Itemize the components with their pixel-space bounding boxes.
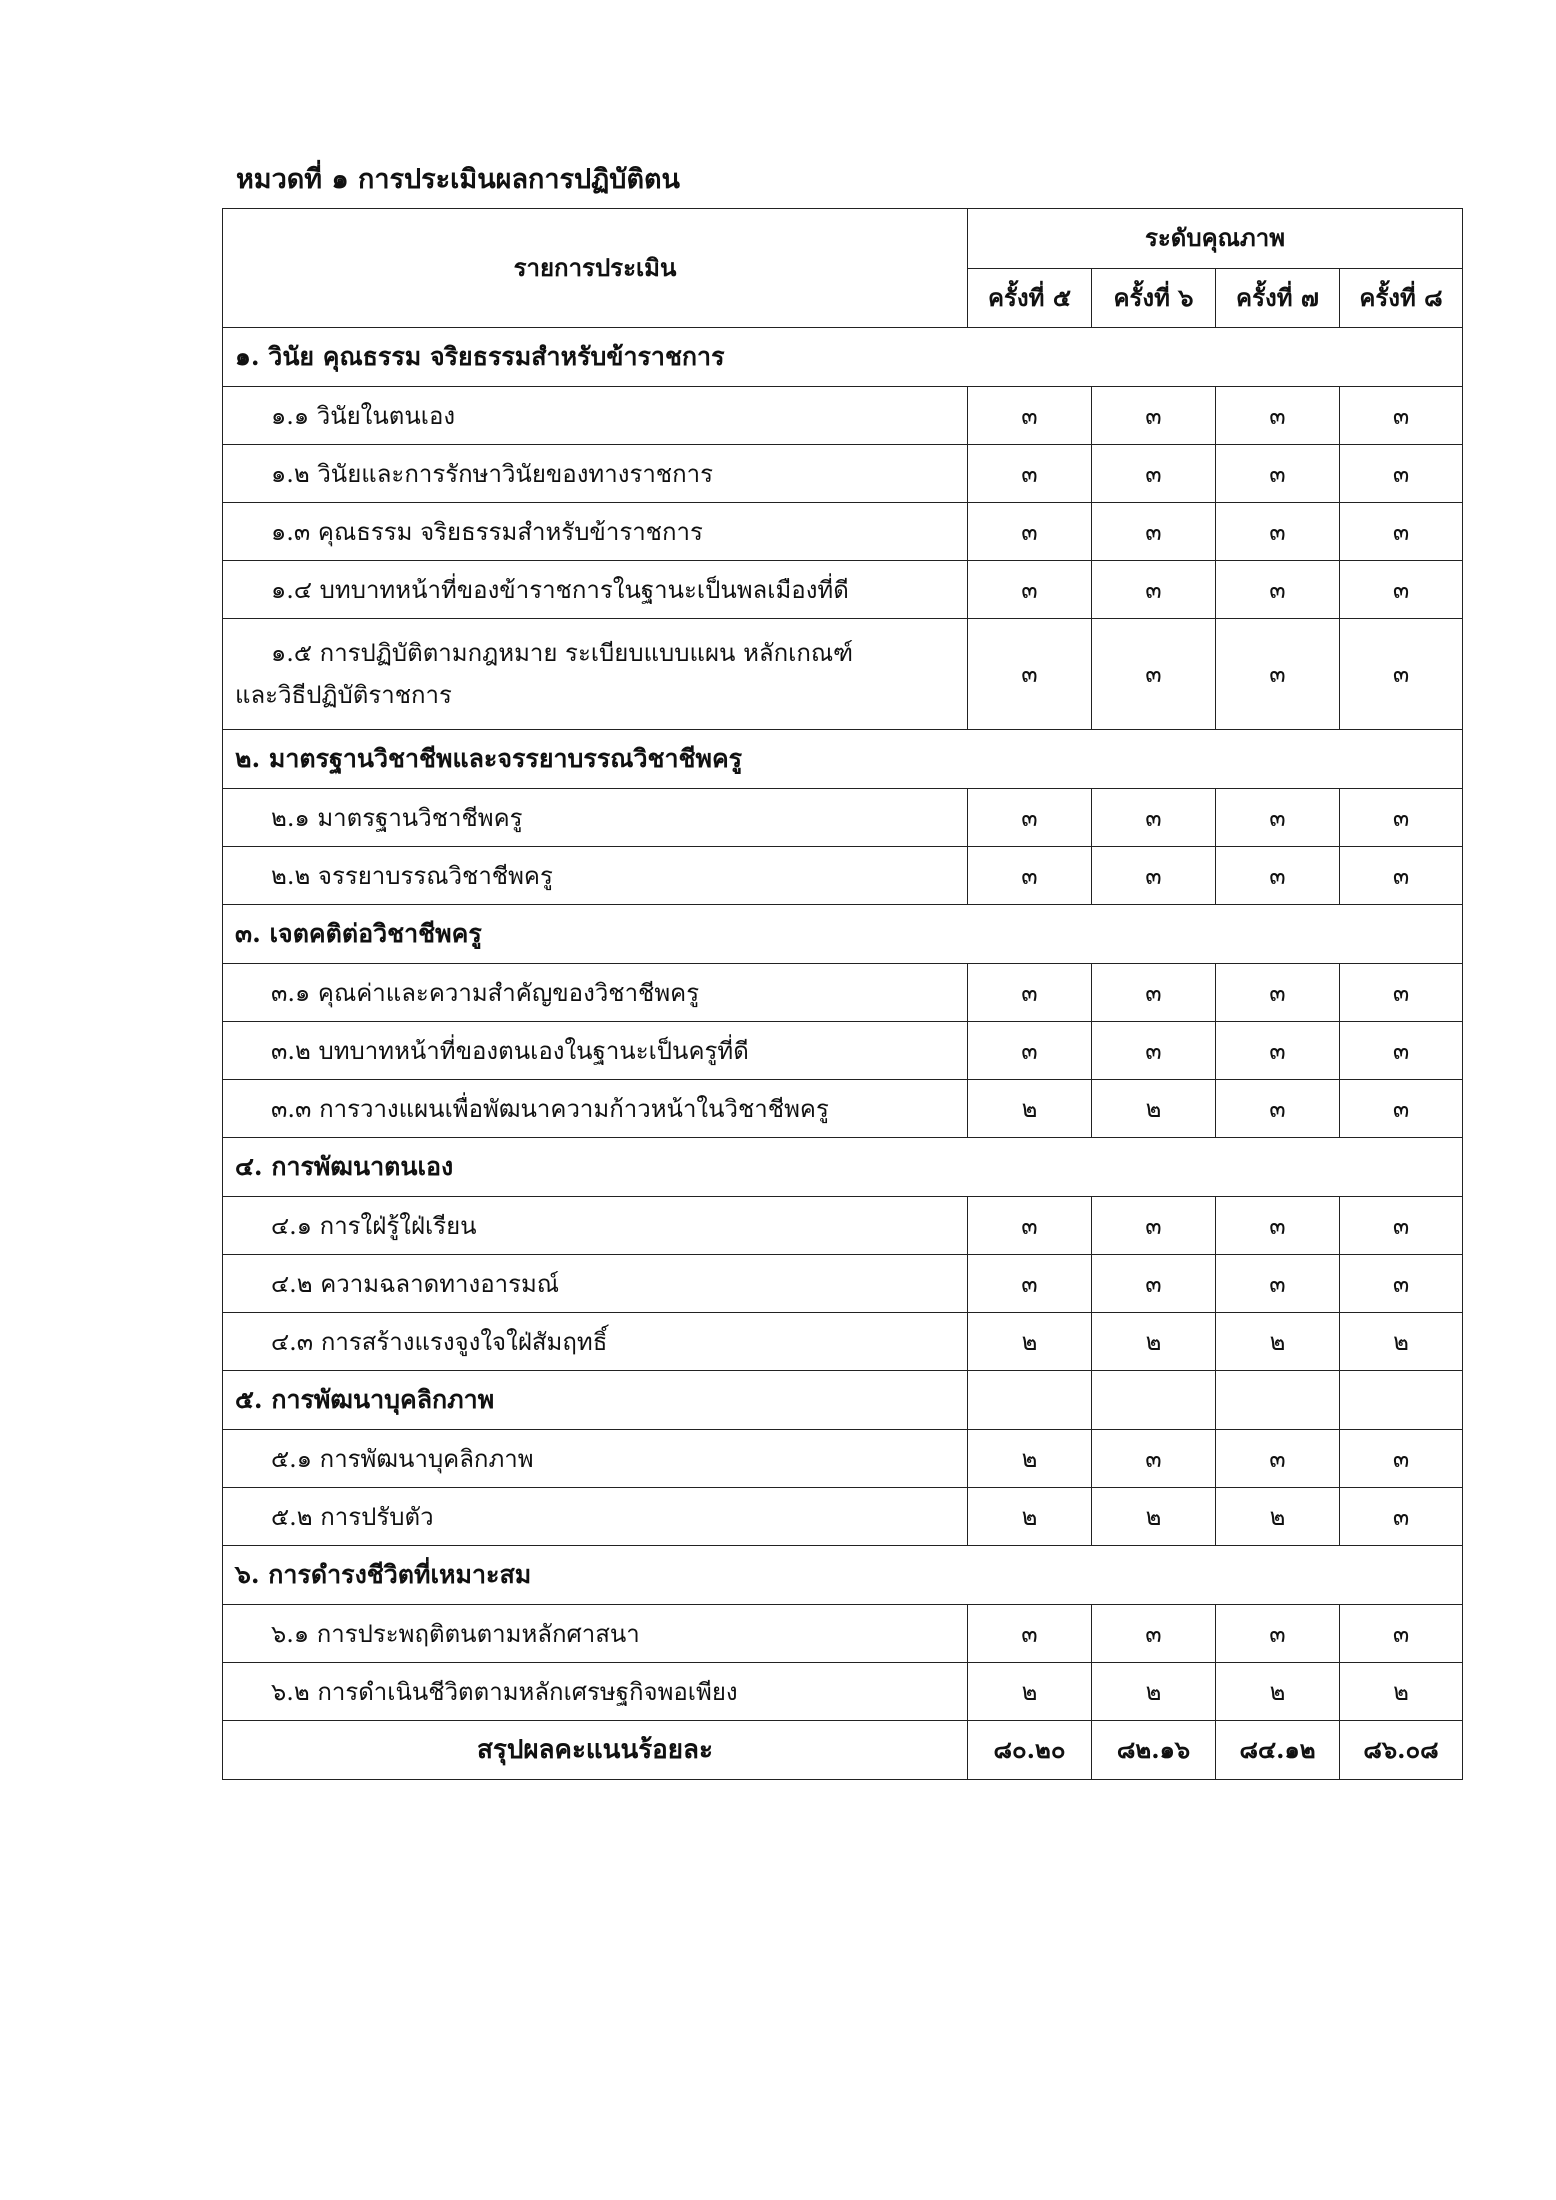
- score-cell: ๒: [968, 1313, 1092, 1371]
- score-cell: ๓: [1216, 1255, 1340, 1313]
- item-label: ๑.๓ คุณธรรม จริยธรรมสำหรับข้าราชการ: [223, 503, 968, 561]
- score-cell: ๓: [1340, 1255, 1463, 1313]
- score-cell: ๒: [968, 1488, 1092, 1546]
- score-cell: ๓: [1092, 1430, 1216, 1488]
- score-cell: ๓: [968, 789, 1092, 847]
- item-label: ๑.๔ บทบาทหน้าที่ของข้าราชการในฐานะเป็นพลเมืองที่ดี: [223, 561, 968, 619]
- score-cell: ๓: [1340, 1022, 1463, 1080]
- score-cell: ๓: [1092, 561, 1216, 619]
- score-cell: ๒: [1092, 1313, 1216, 1371]
- empty-cell: [968, 1371, 1092, 1430]
- item-label: ๒.๒ จรรยาบรรณวิชาชีพครู: [223, 847, 968, 905]
- table-row: [223, 1022, 1463, 1080]
- item-label: ๔.๑ การใฝ่รู้ใฝ่เรียน: [223, 1197, 968, 1255]
- item-label: ๔.๓ การสร้างแรงจูงใจใฝ่สัมฤทธิ์: [223, 1313, 968, 1371]
- score-cell: ๓: [968, 619, 1092, 730]
- score-cell: ๓: [968, 561, 1092, 619]
- table-row: [223, 964, 1463, 1022]
- score-cell: ๓: [1216, 619, 1340, 730]
- item-label: ๓.๒ บทบาทหน้าที่ของตนเองในฐานะเป็นครูที่ดี: [223, 1022, 968, 1080]
- score-cell: ๒: [968, 1663, 1092, 1721]
- score-cell: ๓: [1216, 847, 1340, 905]
- score-cell: ๓: [968, 1022, 1092, 1080]
- score-cell: ๓: [1340, 561, 1463, 619]
- item-label: ๓.๑ คุณค่าและความสำคัญของวิชาชีพครู: [223, 964, 968, 1022]
- score-cell: ๓: [968, 503, 1092, 561]
- score-cell: ๒: [1216, 1313, 1340, 1371]
- item-label: ๖.๑ การประพฤติตนตามหลักศาสนา: [223, 1605, 968, 1663]
- round-header: ครั้งที่ ๗: [1216, 268, 1340, 328]
- score-cell: ๓: [968, 847, 1092, 905]
- table-row: [223, 789, 1463, 847]
- score-cell: ๓: [1092, 964, 1216, 1022]
- table-row: [223, 1663, 1463, 1721]
- category-title: ๓. เจตคติต่อวิชาชีพครู: [223, 905, 1463, 964]
- score-cell: ๓: [1092, 1022, 1216, 1080]
- score-cell: ๓: [1216, 789, 1340, 847]
- round-header: ครั้งที่ ๘: [1340, 268, 1463, 328]
- table-row: [223, 1605, 1463, 1663]
- score-cell: ๒: [968, 1430, 1092, 1488]
- score-cell: ๓: [1340, 619, 1463, 730]
- score-cell: ๓: [1216, 445, 1340, 503]
- score-cell: ๓: [1340, 789, 1463, 847]
- item-label: [223, 619, 968, 730]
- table-row: [223, 619, 1463, 730]
- score-cell: ๓: [1216, 964, 1340, 1022]
- category-row: [223, 1138, 1463, 1197]
- summary-percent-cell: ๘๔.๑๒: [1216, 1721, 1340, 1780]
- score-cell: ๓: [1216, 561, 1340, 619]
- score-cell: ๒: [1340, 1663, 1463, 1721]
- summary-percent-cell: ๘๒.๑๖: [1092, 1721, 1216, 1780]
- score-cell: ๓: [968, 387, 1092, 445]
- item-label: ๓.๓ การวางแผนเพื่อพัฒนาความก้าวหน้าในวิชาชีพครู: [223, 1080, 968, 1138]
- score-cell: ๓: [1340, 1430, 1463, 1488]
- item-label: ๕.๒ การปรับตัว: [223, 1488, 968, 1546]
- category-title: ๔. การพัฒนาตนเอง: [223, 1138, 1463, 1197]
- item-label: ๕.๑ การพัฒนาบุคลิกภาพ: [223, 1430, 968, 1488]
- empty-cell: [1216, 1371, 1340, 1430]
- table-row: [223, 1197, 1463, 1255]
- score-cell: ๓: [1340, 1488, 1463, 1546]
- score-cell: ๓: [968, 1605, 1092, 1663]
- summary-row: [223, 1721, 1463, 1780]
- category-title: ๒. มาตรฐานวิชาชีพและจรรยาบรรณวิชาชีพครู: [223, 730, 1463, 789]
- score-cell: ๓: [1340, 503, 1463, 561]
- category-row: [223, 905, 1463, 964]
- item-label-line: ๑.๕ การปฏิบัติตามกฎหมาย ระเบียบแบบแผน หลักเกณฑ์: [271, 639, 854, 667]
- table-body: [223, 328, 1463, 1780]
- score-cell: ๓: [1092, 1197, 1216, 1255]
- empty-cell: [1340, 1371, 1463, 1430]
- score-cell: ๓: [1216, 387, 1340, 445]
- score-cell: ๓: [1216, 1080, 1340, 1138]
- empty-cell: [1092, 1371, 1216, 1430]
- category-title: ๕. การพัฒนาบุคลิกภาพ: [223, 1371, 968, 1430]
- score-cell: ๓: [1092, 387, 1216, 445]
- score-cell: ๓: [1092, 1605, 1216, 1663]
- score-cell: ๓: [1216, 1022, 1340, 1080]
- category-title: ๑. วินัย คุณธรรม จริยธรรมสำหรับข้าราชการ: [223, 328, 1463, 387]
- table-row: [223, 1080, 1463, 1138]
- item-label: ๖.๒ การดำเนินชีวิตตามหลักเศรษฐกิจพอเพียง: [223, 1663, 968, 1721]
- score-cell: ๓: [1340, 387, 1463, 445]
- table-row: [223, 503, 1463, 561]
- item-label: ๒.๑ มาตรฐานวิชาชีพครู: [223, 789, 968, 847]
- item-column-header: รายการประเมิน: [223, 209, 968, 328]
- score-cell: ๓: [1340, 847, 1463, 905]
- score-cell: ๓: [1340, 1605, 1463, 1663]
- score-cell: ๓: [1092, 789, 1216, 847]
- score-cell: ๒: [1092, 1080, 1216, 1138]
- score-cell: ๓: [968, 445, 1092, 503]
- category-row: [223, 1546, 1463, 1605]
- score-cell: ๒: [1216, 1663, 1340, 1721]
- item-label: ๑.๑ วินัยในตนเอง: [223, 387, 968, 445]
- item-label: ๔.๒ ความฉลาดทางอารมณ์: [223, 1255, 968, 1313]
- score-cell: ๓: [1092, 1255, 1216, 1313]
- score-cell: ๓: [1340, 1197, 1463, 1255]
- category-row: [223, 1371, 1463, 1430]
- table-row: [223, 1430, 1463, 1488]
- score-cell: ๒: [1216, 1488, 1340, 1546]
- score-cell: ๓: [1340, 964, 1463, 1022]
- score-cell: ๓: [1216, 1430, 1340, 1488]
- category-row: [223, 730, 1463, 789]
- score-cell: ๓: [1340, 1080, 1463, 1138]
- section-title: หมวดที่ ๑ การประเมินผลการปฏิบัติตน: [236, 164, 680, 195]
- item-label-line: และวิธีปฏิบัติราชการ: [235, 681, 452, 709]
- table-row: [223, 561, 1463, 619]
- round-header: ครั้งที่ ๖: [1092, 268, 1216, 328]
- score-cell: ๓: [1340, 445, 1463, 503]
- summary-label: สรุปผลคะแนนร้อยละ: [223, 1721, 968, 1780]
- score-cell: ๓: [1216, 1605, 1340, 1663]
- evaluation-table: [222, 208, 1463, 1780]
- score-cell: ๓: [1092, 847, 1216, 905]
- score-cell: ๓: [968, 964, 1092, 1022]
- score-cell: ๓: [1216, 503, 1340, 561]
- summary-percent-cell: ๘๖.๐๘: [1340, 1721, 1463, 1780]
- score-cell: ๒: [968, 1080, 1092, 1138]
- summary-percent-cell: ๘๐.๒๐: [968, 1721, 1092, 1780]
- score-cell: ๓: [968, 1255, 1092, 1313]
- score-cell: ๒: [1340, 1313, 1463, 1371]
- table-row: [223, 1488, 1463, 1546]
- table-row: [223, 387, 1463, 445]
- round-header: ครั้งที่ ๕: [968, 268, 1092, 328]
- score-cell: ๒: [1092, 1488, 1216, 1546]
- category-title: ๖. การดำรงชีวิตที่เหมาะสม: [223, 1546, 1463, 1605]
- score-cell: ๓: [1092, 503, 1216, 561]
- quality-level-header: ระดับคุณภาพ: [968, 209, 1463, 269]
- score-cell: ๓: [1092, 619, 1216, 730]
- table-row: [223, 445, 1463, 503]
- score-cell: ๓: [1092, 445, 1216, 503]
- score-cell: ๓: [1216, 1197, 1340, 1255]
- table-header: [223, 209, 1463, 328]
- table-row: [223, 847, 1463, 905]
- category-row: [223, 328, 1463, 387]
- table-row: [223, 1313, 1463, 1371]
- score-cell: ๒: [1092, 1663, 1216, 1721]
- score-cell: ๓: [968, 1197, 1092, 1255]
- item-label: ๑.๒ วินัยและการรักษาวินัยของทางราชการ: [223, 445, 968, 503]
- table-row: [223, 1255, 1463, 1313]
